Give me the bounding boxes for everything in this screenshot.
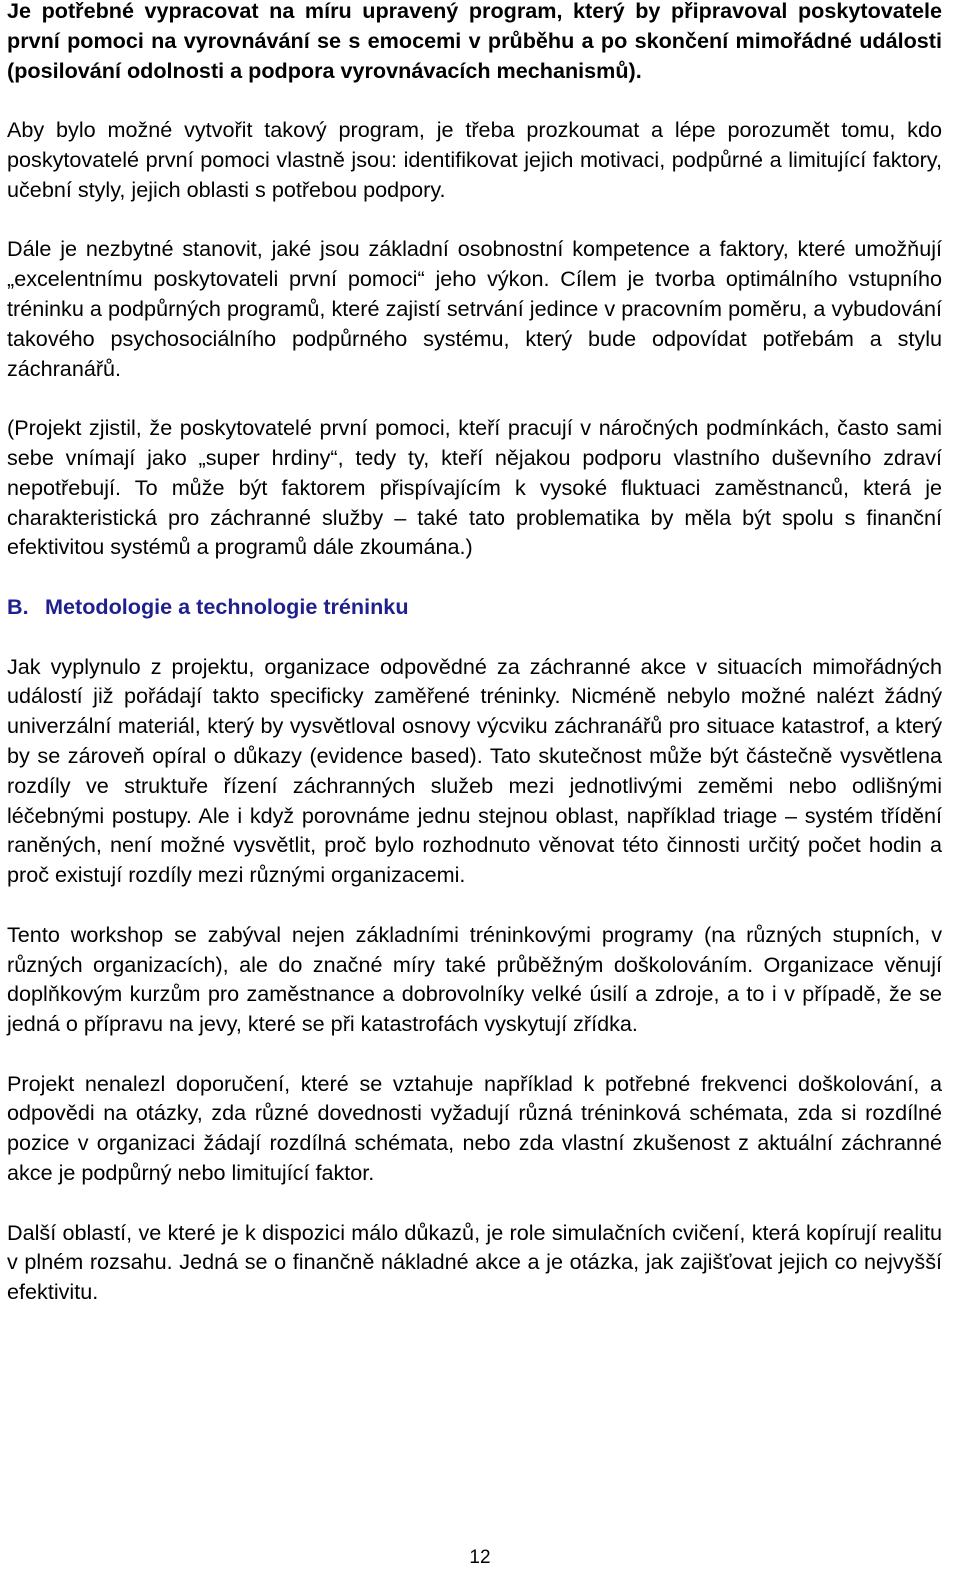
paragraph: Tento workshop se zabýval nejen základními tréninkovými programy (na různých stupních, v různých organizacích), ale do značné míry také průběžným doškolováním. Organizace věnují doplňkovým kurzům pro zaměstnance a dobrovolníky velké úsilí a zdroje, a to i v případě, že se jedná o přípravu na jevy, které se při katastrofách vyskytují zřídka. — [7, 921, 942, 1037]
section-heading — [7, 592, 942, 622]
intro-paragraph: Je potřebné vypracovat na míru upravený program, který by připravoval poskytovatele první pomoci na vyrovnávání se s emocemi v průběhu a po skončení mimořádné události (posilování odolnosti a podpora vyrovnávacích mechanismů). — [7, 0, 942, 83]
paragraph: Jak vyplynulo z projektu, organizace odpovědné za záchranné akce v situacích mimořádných událostí již pořádají takto specificky zaměřené tréninky. Nicméně nebylo možné nalézt žádný univerzální materiál, který by vysvětloval osnovy výcviku záchranářů pro situace katastrof, a který by se zároveň opíral o důkazy (evidence based). Tato skutečnost může být částečně vysvětlena rozdíly ve struktuře řízení záchranných služeb mezi jednotlivými zeměmi nebo odlišnými léčebnými postupy. Ale i když porovnáme jednu stejnou oblast, například triage – systém třídění raněných, není možné vysvětlit, proč bylo rozhodnuto věnovat této činnosti určitý počet hodin a proč existují rozdíly mezi různými organizacemi. — [7, 653, 942, 888]
paragraph: (Projekt zjistil, že poskytovatelé první pomoci, kteří pracují v náročných podmínkách, často sami sebe vnímají jako „super hrdiny“, tedy ty, kteří nějakou podporu vlastního duševního zdraví nepotřebují. To může být faktorem přispívajícím k vysoké fluktuaci zaměstnanců, která je charakteristická pro záchranné služby – také tato problematika by měla být spolu s finanční efektivitou systémů a programů dále zkoumána.) — [7, 415, 942, 560]
paragraph: Další oblastí, ve které je k dispozici málo důkazů, je role simulačních cvičení, která kopírují realitu v plném rozsahu. Jedná se o finančně nákladné akce a je otázka, jak zajišťovat jejich co nejvyšší efektivitu. — [7, 1219, 942, 1305]
section-number: B. — [7, 593, 29, 619]
paragraph: Dále je nezbytné stanovit, jaké jsou základní osobnostní kompetence a faktory, které umožňují „excelentnímu poskytovateli první pomoci“ jeho výkon. Cílem je tvorba optimálního vstupního tréninku a podpůrných programů, které zajistí setrvání jedince v pracovním poměru, a vybudování takového psychosociálního podpůrného systému, který bude odpovídat potřebám a stylu záchranářů. — [7, 236, 942, 381]
page-number: 12 — [469, 1547, 491, 1568]
paragraph: Aby bylo možné vytvořit takový program, je třeba prozkoumat a lépe porozumět tomu, kdo poskytovatelé první pomoci vlastně jsou: identifikovat jejich motivaci, podpůrné a limitující faktory, učební styly, jejich oblasti s potřebou podpory. — [7, 117, 942, 202]
section-title: Metodologie a technologie tréninku — [45, 593, 409, 619]
paragraph: Projekt nenalezl doporučení, které se vztahuje například k potřebné frekvenci doškolování, a odpovědi na otázky, zda různé dovednosti vyžadují různá tréninková schémata, zda si rozdílné pozice v organizaci žádají rozdílná schémata, nebo zda vlastní zkušenost z aktuální záchranné akce je podpůrný nebo limitující faktor. — [7, 1070, 942, 1186]
document-page — [7, 0, 942, 1307]
